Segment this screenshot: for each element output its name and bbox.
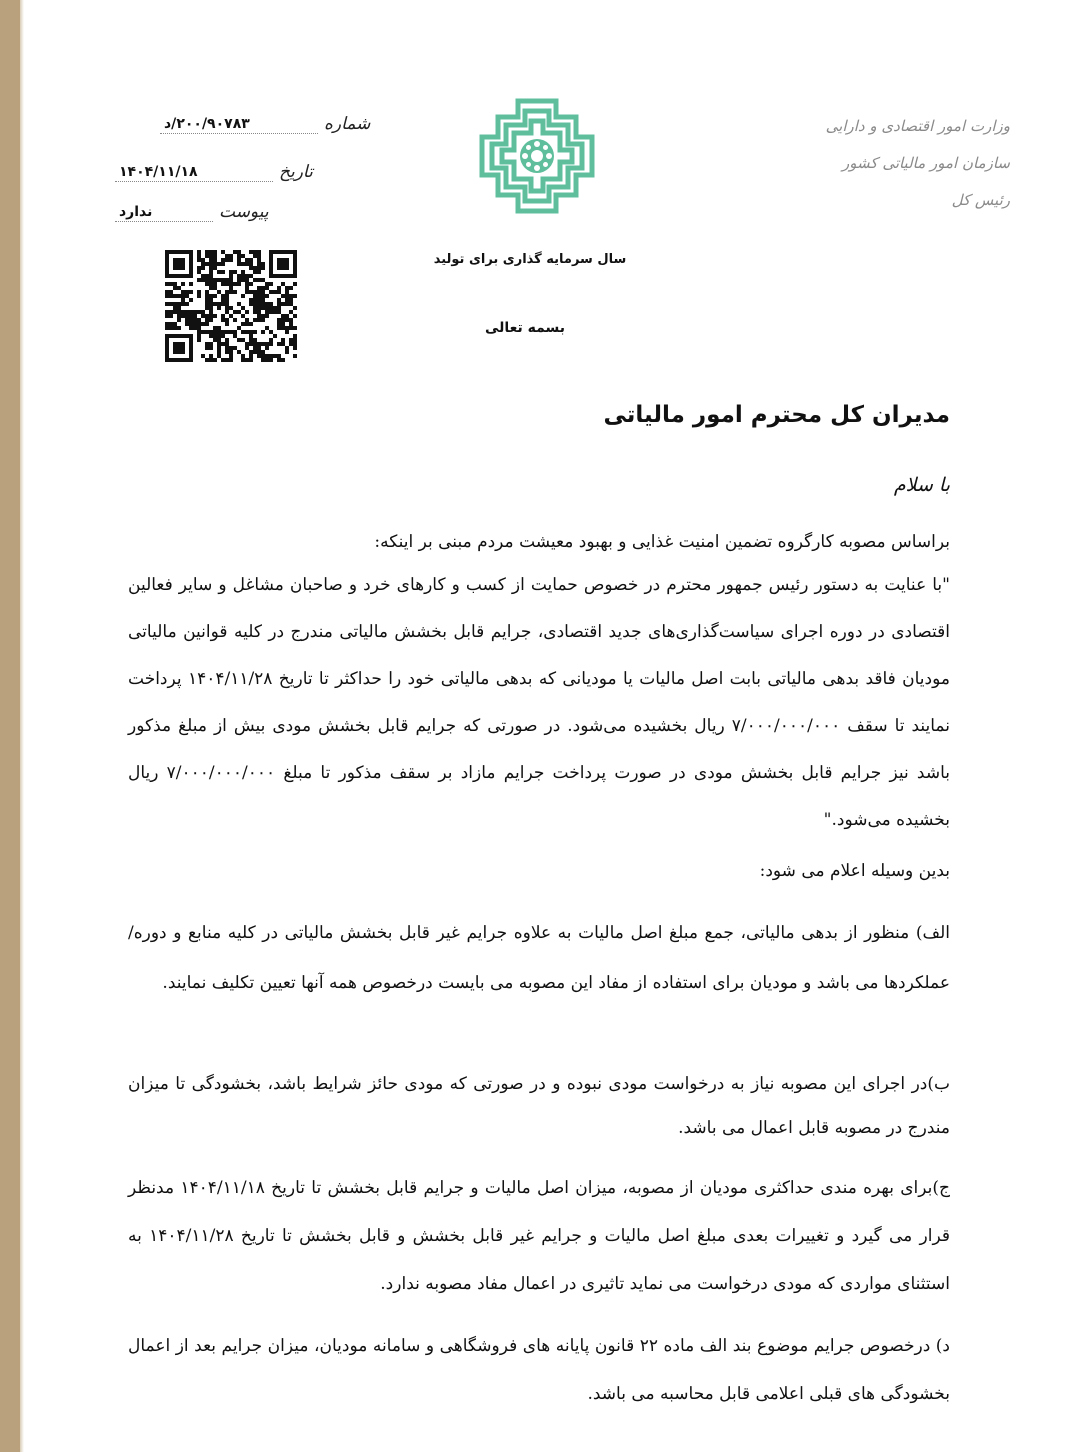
bismillah: بسمه تعالی (484, 320, 566, 336)
ministry-line: رئیس کل (951, 191, 1010, 209)
intro-paragraph: براساس مصوبه کارگروه تضمین امنیت غذایی و بهبود معیشت مردم مبنی بر اینکه: (374, 532, 950, 552)
clause-jim: ج)برای بهره مندی حداکثری مودیان از مصوبه، میزان اصل مالیات و جرایم قابل بخشش تا تاریخ ۱۴۰۴/۱۱/۱۸ مدنظر قرار می گیرد و تغییرات بعدی مبلغ اصل مالیات و جرایم غیر قابل بخشش و قابل بخشش تا تاریخ ۱۴۰۴/۱۱/۲۸ به استثنای مواردی که مودی درخواست می نماید تاثیری در اعمال مفاد مصوبه ندارد. (128, 1178, 950, 1294)
tax-organization-emblem-icon (478, 97, 596, 215)
number-value: ۲۰۰/۹۰۷۸۳/د (160, 116, 318, 134)
number-label: شماره (324, 114, 371, 134)
attachment-value: ندارد (115, 204, 213, 222)
ministry-header (800, 108, 1010, 219)
paper-edge-shadow (20, 0, 24, 1452)
year-slogan: سال سرمایه گذاری برای تولید (433, 252, 627, 267)
qr-code (165, 250, 297, 362)
clause-dal: د) درخصوص جرایم موضوع بند الف ماده ۲۲ قانون پایانه های فروشگاهی و سامانه مودیان، میزان جرایم بعد از اعمال بخشودگی های قبلی اعلامی قابل محاسبه می باشد. (128, 1336, 950, 1404)
letter-date (115, 160, 313, 182)
date-value: ۱۴۰۴/۱۱/۱۸ (115, 164, 273, 182)
ministry-line: وزارت امور اقتصادی و دارایی (825, 117, 1010, 135)
quoted-resolution: "با عنایت به دستور رئیس جمهور محترم در خصوص حمایت از کسب و کارهای خرد و صاحبان مشاغل و سایر فعالین اقتصادی در دوره اجرای سیاست‌گذاری‌های جدید اقتصادی، جرایم قابل بخشش مالیاتی مندرج در کلیه قوانین مالیاتی مودیان فاقد بدهی مالیاتی بابت اصل مالیات یا مودیانی که بدهی مالیاتی خود را حداکثر تا تاریخ ۱۴۰۴/۱۱/۲۸ پرداخت نمایند تا سقف ۷/۰۰۰/۰۰۰/۰۰۰ ریال بخشیده می‌شود. در صورتی که جرایم قابل بخشش مودی بیش از مبلغ مذکور باشد نیز جرایم قابل بخشش مودی در صورت پرداخت جرایم مازاد بر سقف مذکور تا مبلغ ۷/۰۰۰/۰۰۰/۰۰۰ ریال بخشیده می‌شود." (128, 575, 950, 830)
paper-edge (0, 0, 20, 1452)
date-label: تاریخ (279, 162, 313, 182)
clause-alef: الف) منظور از بدهی مالیاتی، جمع مبلغ اصل مالیات به علاوه جرایم غیر قابل بخشش مالیاتی در کلیه منابع و دوره/عملکردها می باشد و مودیان برای استفاده از مفاد این مصوبه می بایست درخصوص همه آنها تعیین تکلیف نمایند. (128, 923, 950, 993)
letter-number (160, 112, 370, 134)
announcement-line: بدین وسیله اعلام می شود: (759, 861, 950, 881)
letter-attachment (115, 200, 269, 222)
ministry-line: سازمان امور مالیاتی کشور (842, 154, 1010, 172)
addressee: مدیران کل محترم امور مالیاتی (603, 402, 950, 428)
clause-be: ب)در اجرای این مصوبه نیاز به درخواست مودی نبوده و در صورتی که مودی حائز شرایط باشد، بخشودگی تا میزان مندرج در مصوبه قابل اعمال می باشد. (128, 1074, 950, 1138)
greeting: با سلام (893, 474, 950, 496)
attachment-label: پیوست (219, 202, 269, 222)
